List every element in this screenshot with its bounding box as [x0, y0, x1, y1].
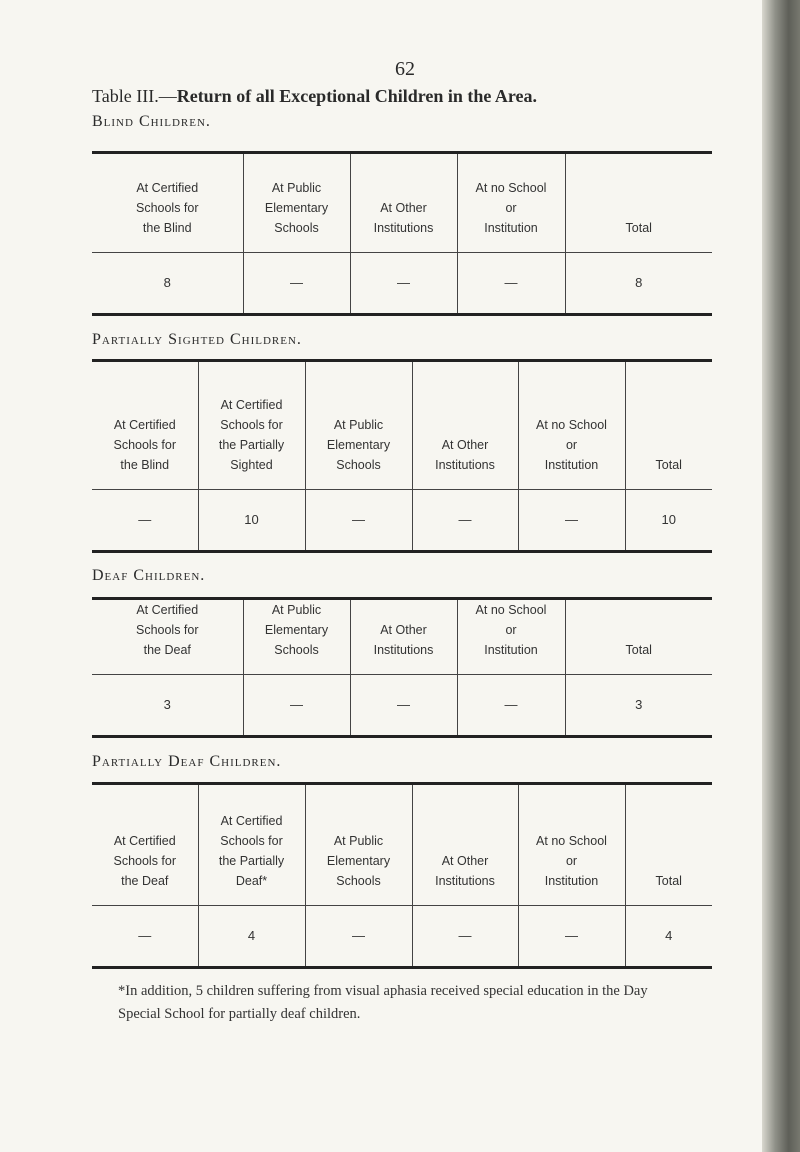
header-line: At Other: [441, 854, 489, 868]
header-line: At Certified: [136, 603, 199, 617]
column-header: [565, 153, 712, 253]
header-line: Deaf*: [235, 874, 268, 888]
section-heading: Deaf Children.: [92, 567, 206, 584]
header-line: the Partially: [218, 854, 285, 868]
header-line: or: [565, 438, 578, 452]
footnote: [118, 980, 648, 1026]
header-line: Schools: [336, 874, 381, 888]
header-line: At Certified: [220, 814, 283, 828]
column-header: [305, 361, 412, 490]
header-line: the Blind: [142, 221, 192, 235]
header-line: the Deaf: [143, 643, 191, 657]
column-header: [457, 153, 565, 253]
value-cell: —: [412, 490, 518, 552]
column-header: [625, 361, 712, 490]
column-header: [243, 153, 350, 253]
column-header: [457, 599, 565, 675]
value-cell: 10: [198, 490, 305, 552]
column-header: [243, 599, 350, 675]
header-line: the Partially: [218, 438, 285, 452]
header-line: At Other: [380, 623, 427, 637]
blind-table: [92, 151, 712, 316]
header-line: Institution: [484, 643, 538, 657]
header-line: Institution: [544, 874, 599, 888]
value-cell: —: [518, 490, 625, 552]
value-cell: —: [92, 490, 198, 552]
values-row: [92, 490, 712, 552]
column-header: [92, 153, 243, 253]
header-line: Total: [625, 643, 652, 657]
value-cell: —: [518, 906, 625, 968]
column-header: [198, 361, 305, 490]
header-line: Elementary: [326, 854, 391, 868]
header-line: Schools for: [113, 854, 177, 868]
column-header: [518, 361, 625, 490]
column-header: [92, 784, 198, 906]
section-heading: Partially Deaf Children.: [92, 753, 282, 770]
value-cell: —: [305, 490, 412, 552]
value-cell: 8: [565, 253, 712, 315]
title-prefix: Table III.—: [92, 86, 177, 106]
column-header: [412, 361, 518, 490]
header-line: Total: [655, 874, 682, 888]
column-header: [305, 784, 412, 906]
header-row: [92, 599, 712, 675]
header-line: Total: [625, 221, 652, 235]
header-line: Sighted: [230, 458, 273, 472]
book-binding-edge: [762, 0, 800, 1152]
header-line: At Public: [271, 603, 322, 617]
header-line: At Other: [441, 438, 489, 452]
value-cell: 10: [625, 490, 712, 552]
value-cell: —: [243, 675, 350, 737]
value-cell: —: [412, 906, 518, 968]
value-cell: 4: [198, 906, 305, 968]
header-line: or: [565, 854, 578, 868]
header-line: the Blind: [120, 458, 170, 472]
header-line: Schools for: [113, 438, 177, 452]
values-row: [92, 253, 712, 315]
header-line: At Certified: [113, 834, 176, 848]
header-line: Institution: [544, 458, 599, 472]
value-cell: —: [92, 906, 198, 968]
header-line: Total: [655, 458, 682, 472]
column-header: [565, 599, 712, 675]
value-cell: —: [350, 253, 457, 315]
table-title: [92, 86, 537, 107]
values-row: [92, 675, 712, 737]
header-line: Institutions: [435, 458, 495, 472]
value-cell: 8: [92, 253, 243, 315]
header-line: Schools: [336, 458, 381, 472]
header-line: Schools for: [220, 834, 283, 848]
column-header: [350, 153, 457, 253]
column-header: [198, 784, 305, 906]
header-line: or: [505, 623, 517, 637]
header-line: At no School: [475, 603, 547, 617]
header-line: At no School: [536, 418, 607, 432]
page-number: 62: [395, 58, 415, 80]
header-line: or: [505, 201, 517, 215]
value-cell: 3: [92, 675, 243, 737]
column-header: [350, 599, 457, 675]
header-line: Schools for: [220, 418, 283, 432]
footnote-line-1: *In addition, 5 children suffering from visual aphasia received special education in the Day: [118, 983, 648, 999]
header-line: At Public: [271, 181, 322, 195]
value-cell: —: [350, 675, 457, 737]
header-row: [92, 361, 712, 490]
header-line: Elementary: [326, 438, 391, 452]
partially-deaf-table: [92, 782, 712, 969]
header-row: [92, 784, 712, 906]
header-line: At Other: [380, 201, 427, 215]
value-cell: —: [457, 253, 565, 315]
header-line: Institutions: [373, 221, 434, 235]
partially-sighted-table: [92, 359, 712, 553]
header-line: Institutions: [373, 643, 434, 657]
values-row: [92, 906, 712, 968]
header-line: At Public: [333, 418, 384, 432]
header-line: the Deaf: [121, 874, 169, 888]
header-line: Schools for: [135, 623, 199, 637]
header-line: Elementary: [264, 623, 329, 637]
value-cell: 3: [565, 675, 712, 737]
header-line: At Public: [333, 834, 384, 848]
deaf-table: [92, 597, 712, 738]
value-cell: 4: [625, 906, 712, 968]
section-heading: Blind Children.: [92, 113, 211, 130]
section-heading: Partially Sighted Children.: [92, 331, 302, 348]
header-line: Institution: [484, 221, 538, 235]
title-bold: Return of all Exceptional Children in the Area.: [176, 86, 538, 106]
header-line: At Certified: [113, 418, 176, 432]
column-header: [92, 599, 243, 675]
header-line: Schools: [274, 643, 319, 657]
column-header: [518, 784, 625, 906]
header-row: [92, 153, 712, 253]
header-line: Elementary: [264, 201, 329, 215]
value-cell: —: [243, 253, 350, 315]
header-line: At Certified: [220, 398, 283, 412]
value-cell: —: [457, 675, 565, 737]
header-line: Schools for: [135, 201, 199, 215]
header-line: At no School: [536, 834, 607, 848]
header-line: Schools: [274, 221, 319, 235]
column-header: [625, 784, 712, 906]
header-line: Institutions: [435, 874, 495, 888]
header-line: At Certified: [136, 181, 199, 195]
column-header: [92, 361, 198, 490]
footnote-line-2: Special School for partially deaf children.: [118, 1006, 361, 1022]
header-line: At no School: [475, 181, 547, 195]
value-cell: —: [305, 906, 412, 968]
column-header: [412, 784, 518, 906]
